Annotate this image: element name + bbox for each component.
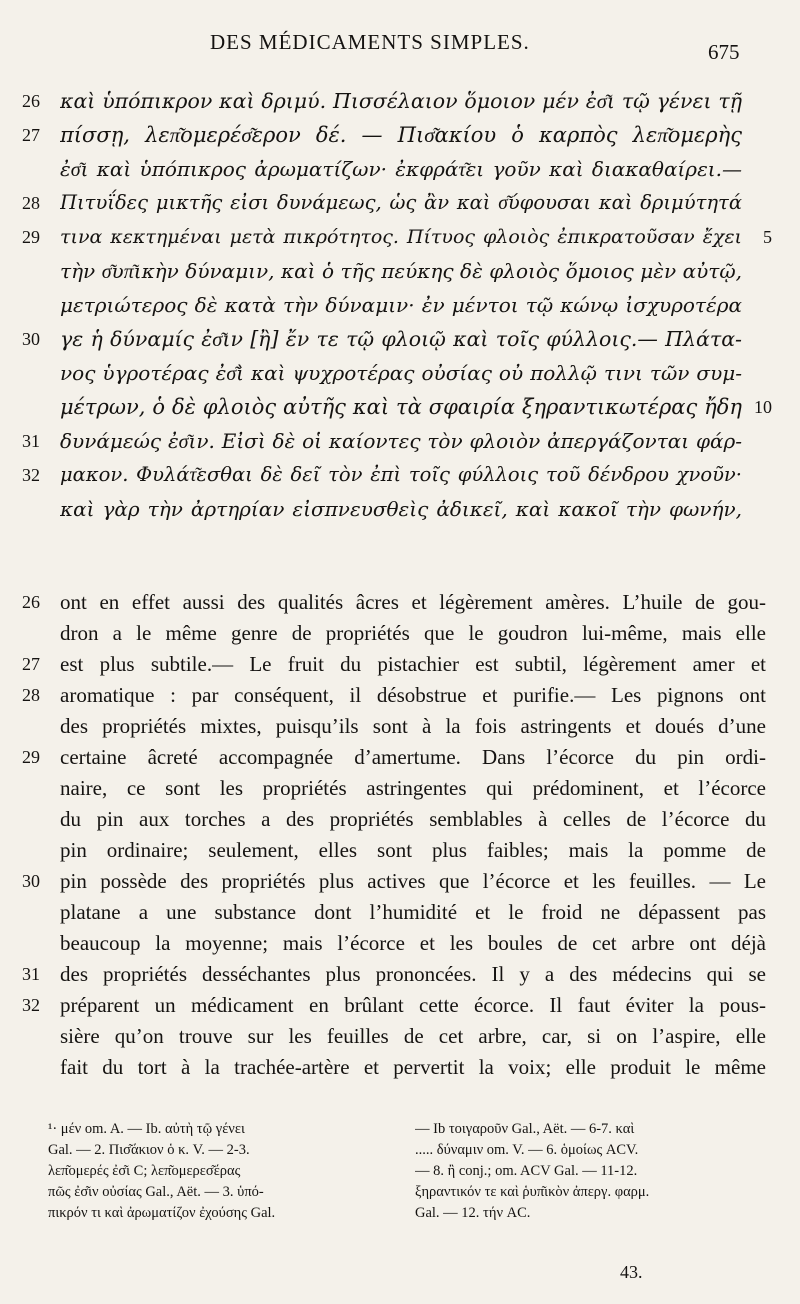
french-line: [0, 616, 800, 650]
greek-line-text: νος ὑγροτέρας ἐσ͂ὶ καὶ ψυχροτέρας οὐσίας οὐ πολλῷ τινι τῶν συμ-: [60, 361, 742, 385]
french-line: [0, 740, 800, 774]
greek-line: [0, 492, 800, 526]
french-line: [0, 833, 800, 867]
greek-line: [0, 288, 800, 322]
footnote-line: Gal. — 2. Πισ͂άκιον ὁ κ. V. — 2-3.: [48, 1142, 250, 1158]
french-line-text: fait du tort à la trachée-artère et pervertit la voix; elle produit le même: [60, 1055, 766, 1079]
greek-line: [0, 424, 800, 458]
signature-mark: 43.: [620, 1262, 643, 1282]
greek-line-text: καὶ γὰρ τὴν ἀρτηρίαν εἰσπνευσθεὶς ἀδικεῖ, καὶ κακοῖ τὴν φωνήν,: [60, 497, 742, 521]
greek-line: [0, 152, 800, 186]
footnote-line: ξηραντικόν τε καὶ ῥυπ͂ικὸν ἀπεργ. φαρμ.: [415, 1184, 650, 1200]
greek-line: [0, 458, 800, 492]
line-number: 30: [22, 871, 40, 891]
french-line: [0, 895, 800, 929]
line-number: 26: [22, 91, 40, 111]
french-line: [0, 988, 800, 1022]
footnote-line: ¹· μέν om. A. — Ib. αὐτὴ τῷ γένει: [48, 1121, 245, 1137]
footnote-line: λεπ͂ομερές ἐσ͂ι C; λεπ͂ομερεσ͂έρας: [48, 1163, 241, 1179]
french-line-text: aromatique : par conséquent, il désobstrue et purifie.— Les pignons ont: [60, 683, 766, 707]
french-line: [0, 709, 800, 743]
french-line-text: beaucoup la moyenne; mais l’écorce et les boules de cet arbre ont déjà: [60, 931, 766, 955]
french-line: [0, 802, 800, 836]
french-line-text: platane a une substance dont l’humidité et le froid ne dépassent pas: [60, 900, 766, 924]
footnote-line: Gal. — 12. τήν AC.: [415, 1205, 531, 1221]
greek-line-text: καὶ ὑπόπικρον καὶ δριμύ. Πισσέλαιον ὅμοιον μέν ἐσ͂ι τῷ γένει τῇ: [60, 89, 742, 113]
french-line: [0, 864, 800, 898]
footnote-line: πικρόν τι καὶ ἀρωματίζον ἐχούσης Gal.: [48, 1205, 276, 1221]
french-line-text: sière qu’on trouve sur les feuilles de cet arbre, car, si on l’aspire, elle: [60, 1024, 766, 1048]
line-number: 31: [22, 964, 40, 984]
line-number: 28: [22, 685, 40, 705]
french-line: [0, 957, 800, 991]
greek-line-text: δυνάμεώς ἐσ͂ιν. Εἰσὶ δὲ οἱ καίοντες τὸν φλοιὸν ἀπεργάζονται φάρ-: [60, 429, 742, 453]
greek-line: [0, 390, 800, 424]
greek-line-text: τινα κεκτημέναι μετὰ πικρότητος. Πίτυος φλοιὸς ἐπικρατοῦσαν ἔχει: [60, 226, 742, 248]
french-line-text: préparent un médicament en brûlant cette écorce. Il faut éviter la pous-: [60, 993, 766, 1017]
french-line: [0, 926, 800, 960]
greek-line-text: Πιτυΐδες μικτῆς εἰσι δυνάμεως, ὡς ἂν καὶ σ͂ύφουσαι καὶ δριμύτητά: [60, 191, 742, 214]
footnote-line: πῶς ἐσ͂ιν οὐσίας Gal., Aët. — 3. ὑπό-: [48, 1184, 264, 1200]
greek-line: [0, 118, 800, 152]
line-number: 30: [22, 329, 40, 349]
line-number: 28: [22, 193, 40, 213]
line-number: 32: [22, 995, 40, 1015]
french-line-text: du pin aux torches a des propriétés semblables à celles de l’écorce du: [60, 807, 766, 831]
line-number: 27: [22, 654, 40, 674]
footnotes-left-column: [48, 1119, 400, 1224]
footnote-line: — Ib τοιγαροῦν Gal., Aët. — 6-7. καὶ: [415, 1121, 635, 1137]
footnotes-right-column: [415, 1119, 770, 1224]
greek-line: [0, 220, 800, 254]
page-number: 675: [708, 40, 740, 64]
french-line: [0, 1019, 800, 1053]
french-line: [0, 647, 800, 681]
greek-line: [0, 322, 800, 356]
greek-line: [0, 186, 800, 220]
greek-line-text: ἐσ͂ι καὶ ὑπόπικρος ἀρωματίζων· ἐκφράτ͂ει γοῦν καὶ διακαθαίρει.—: [60, 157, 742, 181]
line-number: 29: [22, 747, 40, 767]
line-number: 32: [22, 465, 40, 485]
margin-number: 10: [754, 397, 772, 417]
greek-line-text: μακον. Φυλάτ͂εσθαι δὲ δεῖ τὸν ἐπὶ τοῖς φύλλοις τοῦ δένδρου χνοῦν·: [60, 463, 742, 486]
french-line: [0, 585, 800, 619]
french-line-text: dron a le même genre de propriétés que le goudron lui-même, mais elle: [60, 621, 766, 645]
greek-line: [0, 84, 800, 118]
footnote-line: — 8. ἢ conj.; om. ACV Gal. — 11-12.: [415, 1163, 638, 1179]
greek-line-text: τὴν σ͂υπ͂ικὴν δύναμιν, καὶ ὁ τῆς πεύκης δὲ φλοιὸς ὅμοιος μὲν αὐτῷ,: [60, 259, 742, 283]
greek-line-text: μετριώτερος δὲ κατὰ τὴν δύναμιν· ἐν μέντοι τῷ κώνῳ ἰσχυροτέρα: [60, 293, 742, 317]
french-line-text: certaine âcreté accompagnée d’amertume. Dans l’écorce du pin ordi-: [60, 745, 766, 769]
french-line-text: pin possède des propriétés plus actives que l’écorce et les feuilles. — Le: [60, 869, 766, 893]
running-head: DES MÉDICAMENTS SIMPLES.: [210, 30, 530, 54]
greek-line: [0, 356, 800, 390]
greek-line-text: γε ἡ δύναμίς ἐσ͂ιν [ἢ] ἔν τε τῷ φλοιῷ καὶ τοῖς φύλλοις.— Πλάτα-: [60, 327, 742, 351]
french-line-text: naire, ce sont les propriétés astringentes qui prédominent, et l’écorce: [60, 776, 766, 800]
footnote-line: ..... δύναμιν om. V. — 6. ὁμοίως ACV.: [415, 1142, 639, 1158]
line-number: 29: [22, 227, 40, 247]
greek-line: [0, 254, 800, 288]
line-number: 26: [22, 592, 40, 612]
greek-line-text: μέτρων, ὁ δὲ φλοιὸς αὐτῆς καὶ τὰ σφαιρία ξηραντικωτέρας ἤδη: [60, 395, 742, 419]
french-line: [0, 771, 800, 805]
french-line-text: est plus subtile.— Le fruit du pistachier est subtil, légèrement amer et: [60, 652, 766, 676]
french-line-text: pin ordinaire; seulement, elles sont plus faibles; mais la pomme de: [60, 838, 766, 862]
french-line-text: ont en effet aussi des qualités âcres et légèrement amères. L’huile de gou-: [60, 590, 766, 614]
french-line: [0, 678, 800, 712]
french-line-text: des propriétés desséchantes plus prononcées. Il y a des médecins qui se: [60, 962, 766, 986]
line-number: 27: [22, 125, 40, 145]
greek-line-text: πίσσῃ, λεπ͂ομερέσ͂ερον δέ. — Πισ͂ακίου ὁ καρπὸς λεπ͂ομερὴς: [60, 123, 742, 147]
line-number: 31: [22, 431, 40, 451]
margin-number: 5: [763, 227, 772, 247]
french-line-text: des propriétés mixtes, puisqu’ils sont à la fois astringents et doués d’une: [60, 714, 766, 738]
french-line: [0, 1050, 800, 1084]
